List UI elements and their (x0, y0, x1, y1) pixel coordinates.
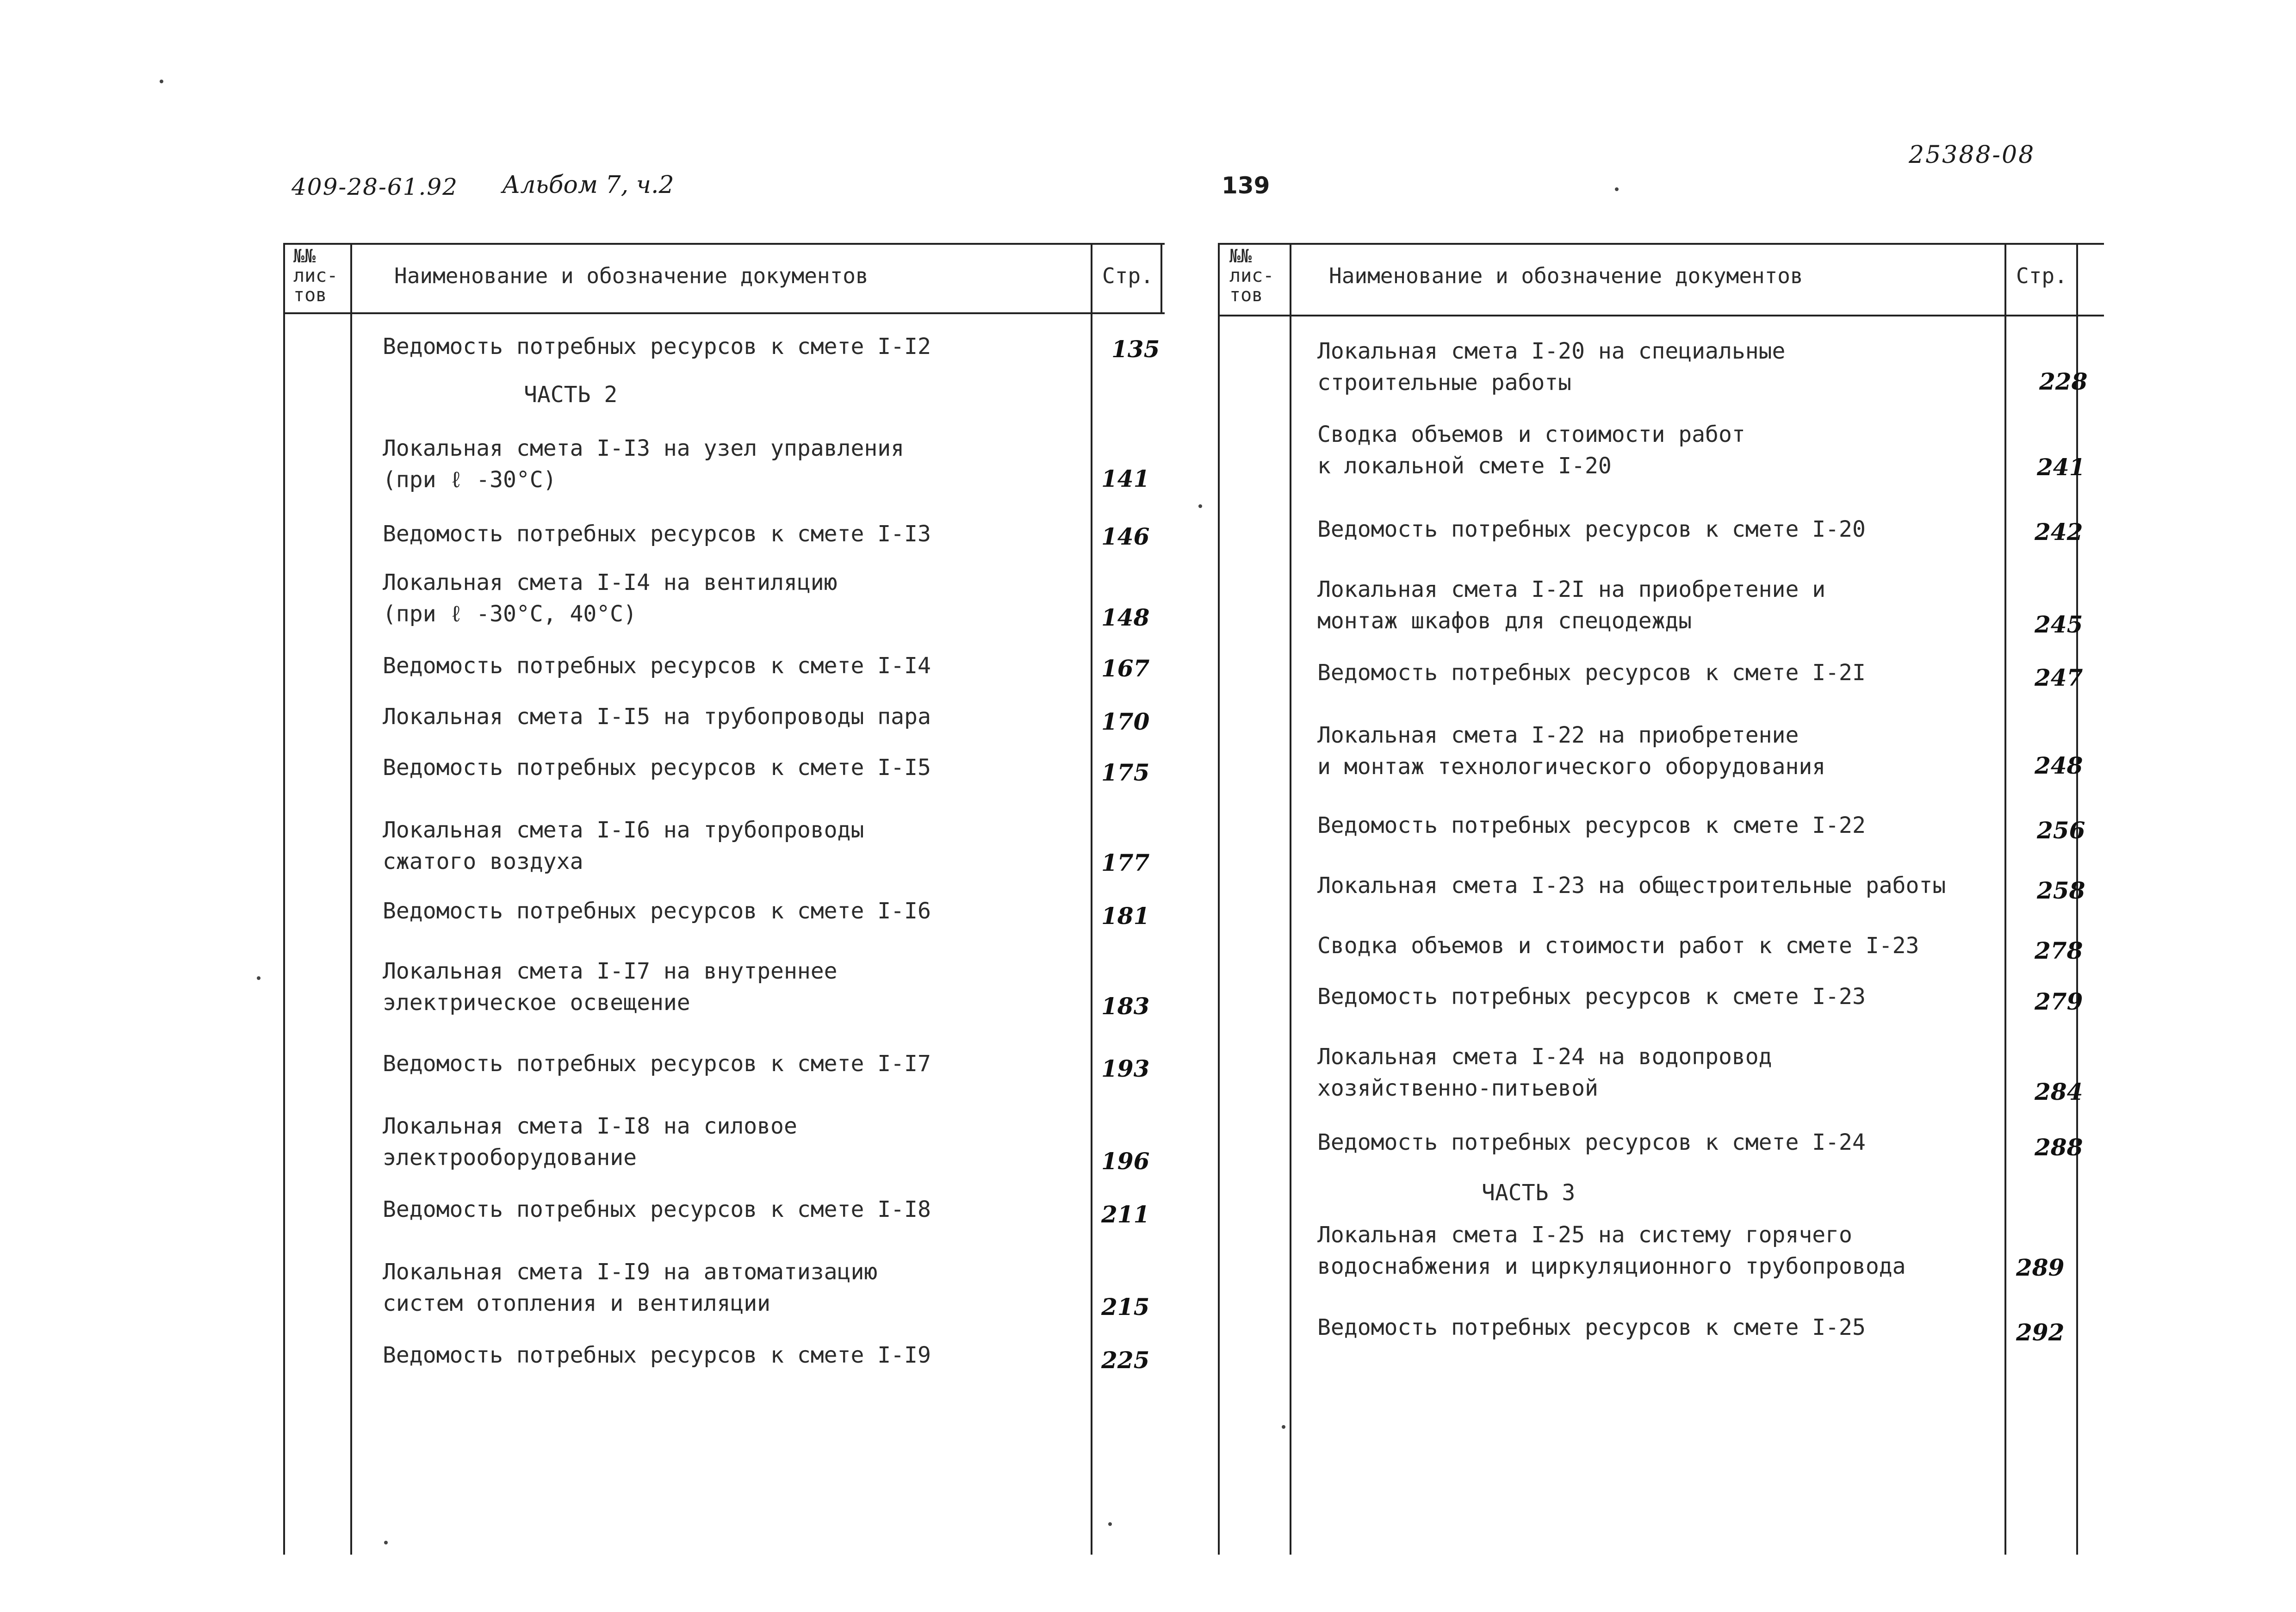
header-line: тов (1229, 285, 1263, 306)
page-ref: 177 (1101, 849, 1150, 876)
column-divider (283, 243, 285, 1555)
scan-speck (1198, 504, 1202, 508)
scan-speck (384, 1541, 388, 1544)
header-bottom-border (283, 312, 1165, 314)
list-item: Ведомость потребных ресурсов к смете I-23 (1317, 984, 1866, 1010)
column-header-name: Наименование и обозначение документов (1329, 263, 1803, 288)
list-item: Ведомость потребных ресурсов к смете I-25 (1317, 1314, 1866, 1340)
column-divider (1290, 243, 1291, 1555)
list-item: Локальная смета I-24 на водопровод хозяйственно-питьевой (1317, 1044, 1772, 1101)
page-ref: 211 (1101, 1201, 1150, 1228)
header-bottom-border (1218, 315, 2104, 316)
page-ref: 278 (2035, 937, 2083, 964)
page-ref: 183 (1101, 992, 1150, 1020)
column-divider (1091, 243, 1092, 1555)
page-ref: 141 (1101, 465, 1150, 492)
page-ref: 193 (1101, 1055, 1150, 1082)
column-header-sheets (293, 247, 338, 305)
list-item: Ведомость потребных ресурсов к смете I-20 (1317, 516, 1866, 542)
header-line: №№ (1229, 246, 1252, 267)
page-ref: 196 (1101, 1147, 1150, 1175)
list-item: Локальная смета I-22 на приобретение и монтаж технологического оборудования (1317, 722, 1826, 780)
page-ref: 247 (2035, 664, 2083, 691)
page-ref: 284 (2035, 1078, 2083, 1105)
list-item: Локальная смета I-I5 на трубопроводы пара (383, 704, 931, 730)
page-ref: 135 (1111, 335, 1160, 363)
contents-table-right (1218, 243, 2104, 1555)
scan-speck (1615, 187, 1619, 191)
list-item: Сводка объемов и стоимости работ к смете I-23 (1317, 933, 1919, 959)
page-number: 139 (1222, 172, 1270, 199)
album-label: Альбом 7, ч.2 (502, 171, 674, 199)
list-item: Ведомость потребных ресурсов к смете I-I8 (383, 1197, 931, 1222)
page-ref: 170 (1101, 708, 1150, 735)
contents-table-left (283, 243, 1165, 1555)
list-item: Локальная смета I-25 на систему горячего водоснабжения и циркуляционного трубопровода (1317, 1222, 1906, 1279)
part-heading: ЧАСТЬ 2 (524, 382, 618, 408)
list-item: Локальная смета I-20 на специальные строительные работы (1317, 338, 1786, 396)
column-divider (350, 243, 352, 1555)
list-item: Локальная смета I-23 на общестроительные работы (1317, 873, 1946, 899)
list-item: Ведомость потребных ресурсов к смете I-I2 (383, 334, 931, 360)
table-top-border (1218, 243, 2104, 245)
page-ref: 215 (1101, 1293, 1150, 1321)
column-header-sheets (1229, 247, 1274, 305)
list-item: Ведомость потребных ресурсов к смете I-I4 (383, 653, 931, 679)
list-item: Локальная смета I-I7 на внутреннее электрическое освещение (383, 958, 838, 1016)
page-ref: 175 (1101, 759, 1150, 786)
page-ref: 292 (2016, 1319, 2065, 1346)
page-ref: 228 (2039, 368, 2088, 395)
table-top-border (283, 243, 1165, 245)
page-ref: 288 (2035, 1134, 2083, 1161)
column-header-page: Стр. (2016, 263, 2067, 288)
list-item: Ведомость потребных ресурсов к смете I-22 (1317, 812, 1866, 838)
header-line: №№ (293, 246, 316, 267)
list-item: Сводка объемов и стоимости работ к локальной смете I-20 (1317, 422, 1745, 479)
page-ref: 146 (1101, 523, 1150, 550)
page-ref: 279 (2035, 988, 2083, 1015)
list-item: Ведомость потребных ресурсов к смете I-2I (1317, 660, 1866, 686)
page-ref: 167 (1101, 655, 1150, 682)
column-divider (1160, 243, 1162, 312)
list-item: Ведомость потребных ресурсов к смете I-I6 (383, 898, 931, 924)
list-item: Ведомость потребных ресурсов к смете I-24 (1317, 1129, 1866, 1155)
list-item: Локальная смета I-I3 на узел управления (при ℓ -30°С) (383, 435, 905, 493)
list-item: Ведомость потребных ресурсов к смете I-I7 (383, 1051, 931, 1077)
list-item: Локальная смета I-2I на приобретение и монтаж шкафов для спецодежды (1317, 577, 1826, 634)
header-line: лис- (1229, 265, 1274, 286)
page-ref: 242 (2035, 518, 2083, 546)
list-item: Локальная смета I-I9 на автоматизацию систем отопления и вентиляции (383, 1259, 878, 1316)
page-ref: 225 (1101, 1346, 1150, 1374)
page-ref: 148 (1101, 604, 1150, 631)
document-code: 409-28-61.92 (292, 174, 458, 200)
page-ref: 241 (2037, 453, 2085, 481)
page-ref: 245 (2035, 611, 2083, 638)
page-ref: 258 (2037, 877, 2085, 904)
header-line: тов (293, 285, 327, 306)
list-item: Ведомость потребных ресурсов к смете I-I3 (383, 521, 931, 547)
header-line: лис- (293, 265, 338, 286)
column-divider (1218, 243, 1220, 1555)
list-item: Ведомость потребных ресурсов к смете I-I5 (383, 755, 931, 781)
list-item: Локальная смета I-I8 на силовое электрооборудование (383, 1113, 797, 1171)
column-divider (2004, 243, 2006, 1555)
page-ref: 248 (2035, 752, 2083, 779)
page-ref: 256 (2037, 817, 2085, 844)
column-header-name: Наименование и обозначение документов (394, 263, 869, 288)
column-header-page: Стр. (1102, 263, 1154, 288)
list-item: Локальная смета I-I6 на трубопроводы сжатого воздуха (383, 817, 864, 874)
page-ref: 181 (1101, 902, 1150, 930)
list-item: Локальная смета I-I4 на вентиляцию (при ℓ -30°С, 40°С) (383, 570, 838, 627)
scan-speck (257, 976, 261, 980)
page-ref: 289 (2016, 1254, 2065, 1281)
scan-speck (1108, 1522, 1112, 1526)
archive-number: 25388-08 (1909, 141, 2035, 169)
list-item: Ведомость потребных ресурсов к смете I-I9 (383, 1342, 931, 1368)
scan-speck (160, 80, 163, 83)
part-heading: ЧАСТЬ 3 (1482, 1180, 1576, 1206)
scan-speck (1282, 1425, 1285, 1429)
